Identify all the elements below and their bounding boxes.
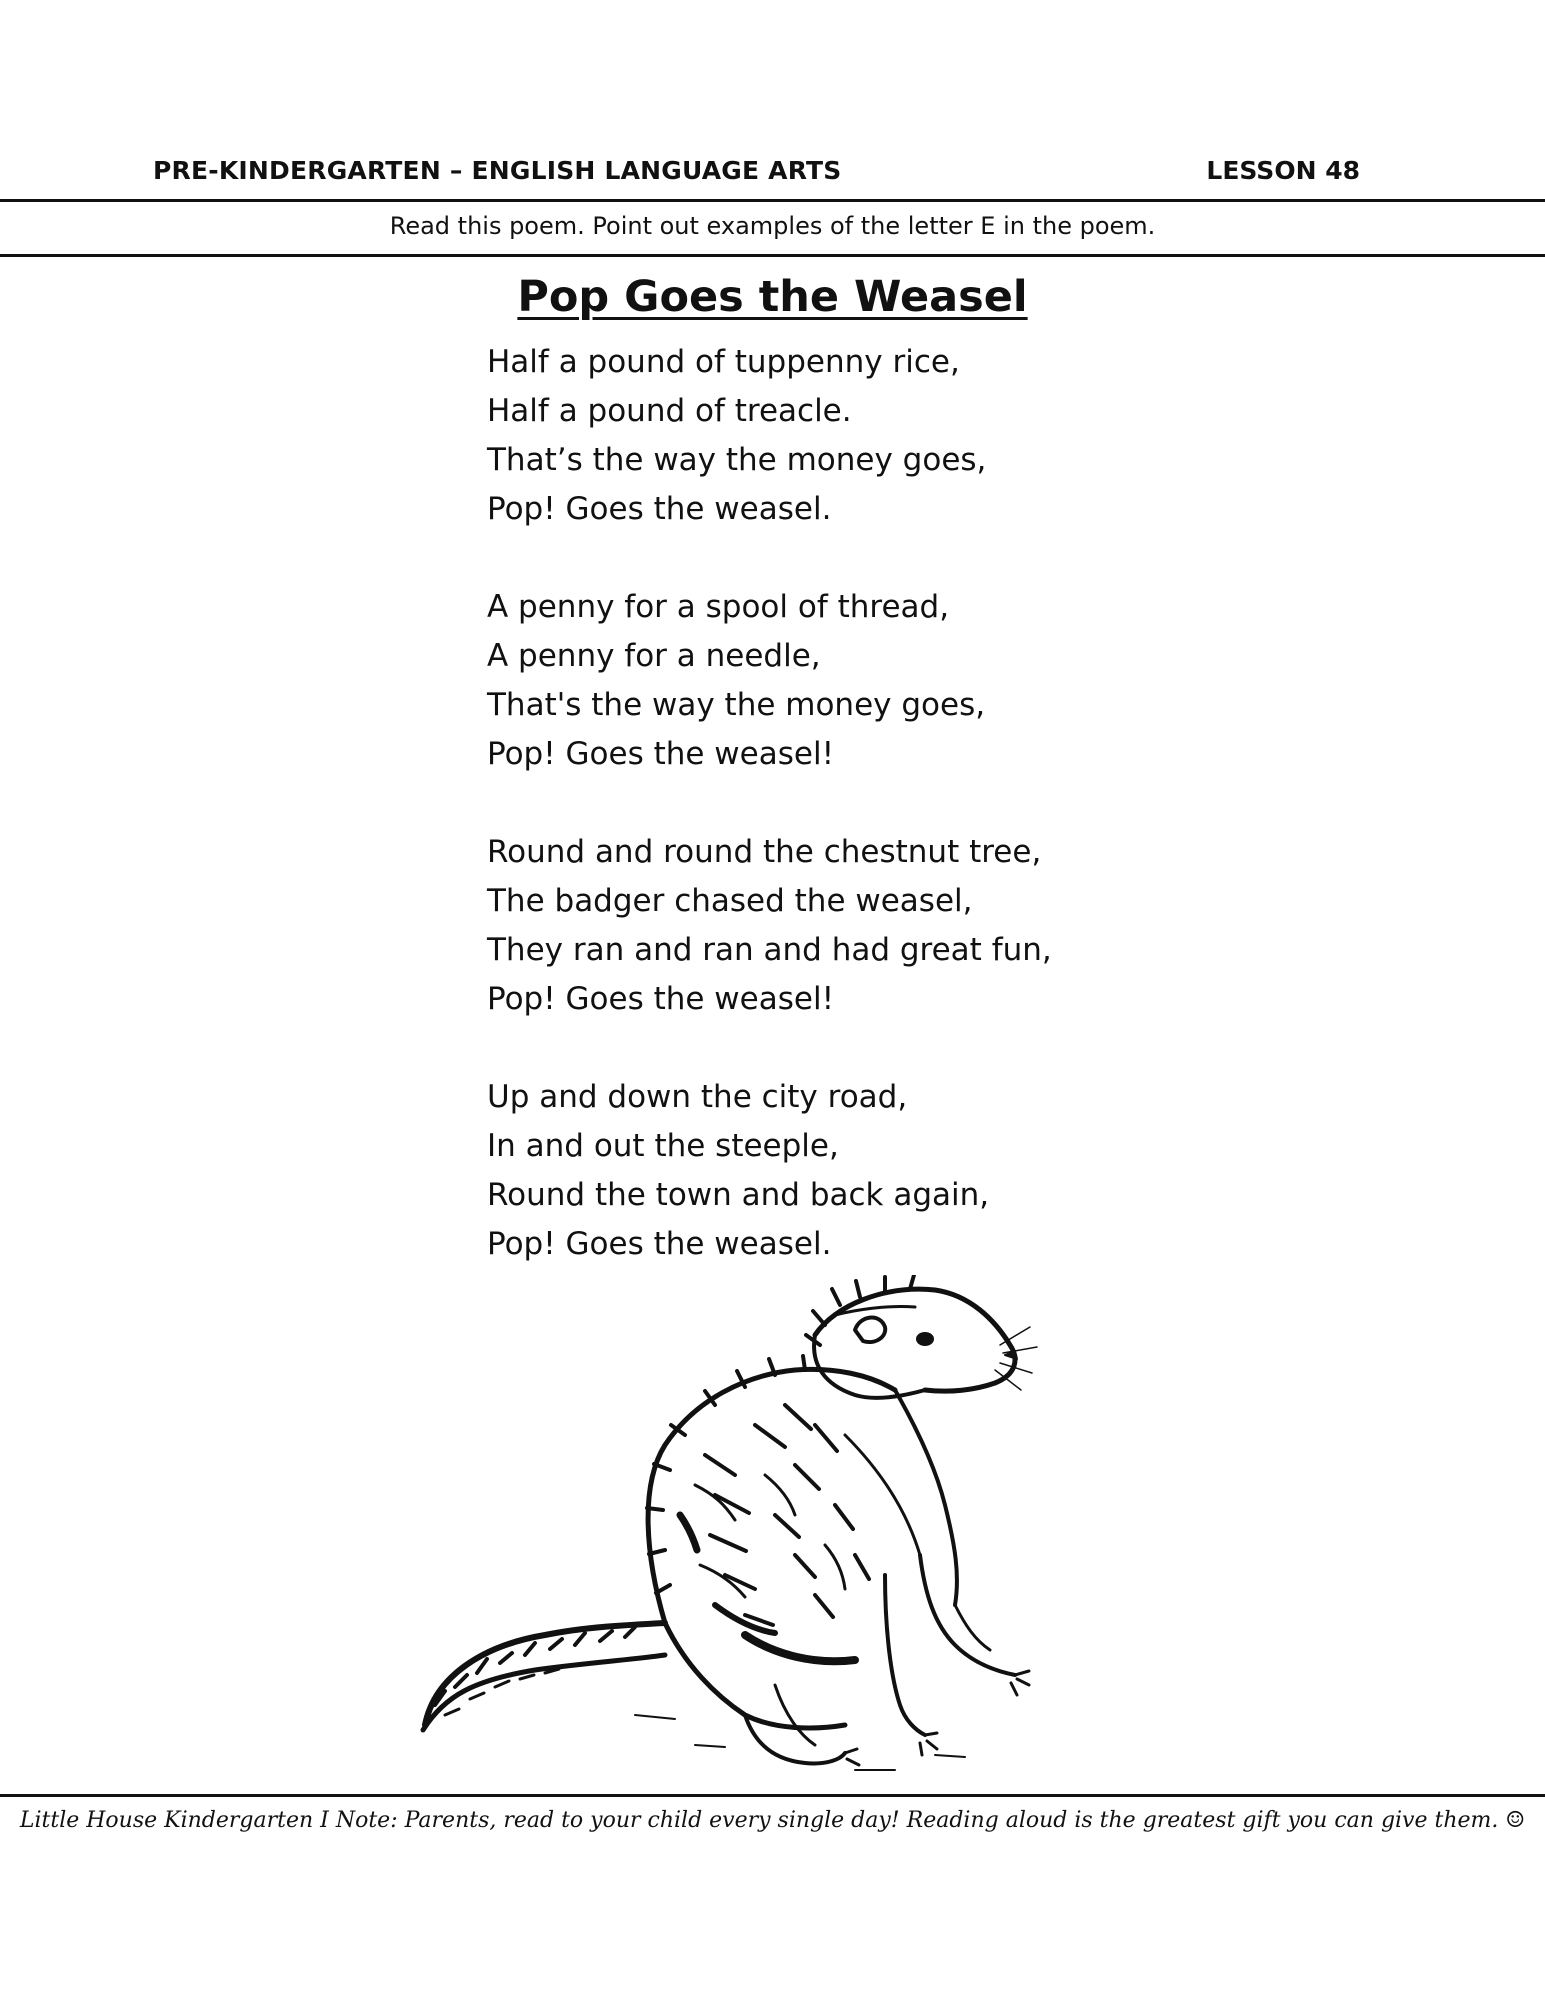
footer-note: Little House Kindergarten I Note: Parents, read to your child every single day! Reading aloud is the greatest gift you can give them. ☺: [19, 1808, 1526, 1833]
instruction-text: Read this poem. Point out examples of the letter E in the poem.: [389, 212, 1156, 240]
poem-line: They ran and ran and had great fun,: [487, 932, 1052, 968]
course-title: PRE-KINDERGARTEN – ENGLISH LANGUAGE ARTS: [153, 156, 842, 185]
page-header: [0, 150, 1545, 196]
poem-line: Pop! Goes the weasel.: [487, 1226, 832, 1262]
poem-line: That’s the way the money goes,: [487, 442, 987, 478]
poem-line: Round and round the chestnut tree,: [487, 834, 1042, 870]
poem-line: That's the way the money goes,: [487, 687, 986, 723]
poem-body: [487, 338, 1187, 1318]
poem-line: A penny for a needle,: [487, 638, 821, 674]
poem-stanza: [487, 1073, 1187, 1269]
poem-stanza: [487, 338, 1187, 534]
poem-line: In and out the steeple,: [487, 1128, 839, 1164]
poem-line: Pop! Goes the weasel!: [487, 981, 834, 1017]
poem-stanza: [487, 828, 1187, 1024]
poem-title: Pop Goes the Weasel: [517, 272, 1028, 322]
weasel-illustration-icon: [415, 1275, 1040, 1780]
header-divider-top: [0, 199, 1545, 202]
poem-line: Round the town and back again,: [487, 1177, 990, 1213]
poem-line: A penny for a spool of thread,: [487, 589, 950, 625]
poem-line: Pop! Goes the weasel.: [487, 491, 832, 527]
poem-stanza: [487, 583, 1187, 779]
header-divider-bottom: [0, 254, 1545, 257]
poem-line: Half a pound of treacle.: [487, 393, 852, 429]
poem-line: Up and down the city road,: [487, 1079, 908, 1115]
poem-line: Pop! Goes the weasel!: [487, 736, 834, 772]
lesson-number: LESSON 48: [1206, 156, 1360, 185]
poem-line: Half a pound of tuppenny rice,: [487, 344, 960, 380]
poem-line: The badger chased the weasel,: [487, 883, 973, 919]
footer-divider: [0, 1794, 1545, 1797]
